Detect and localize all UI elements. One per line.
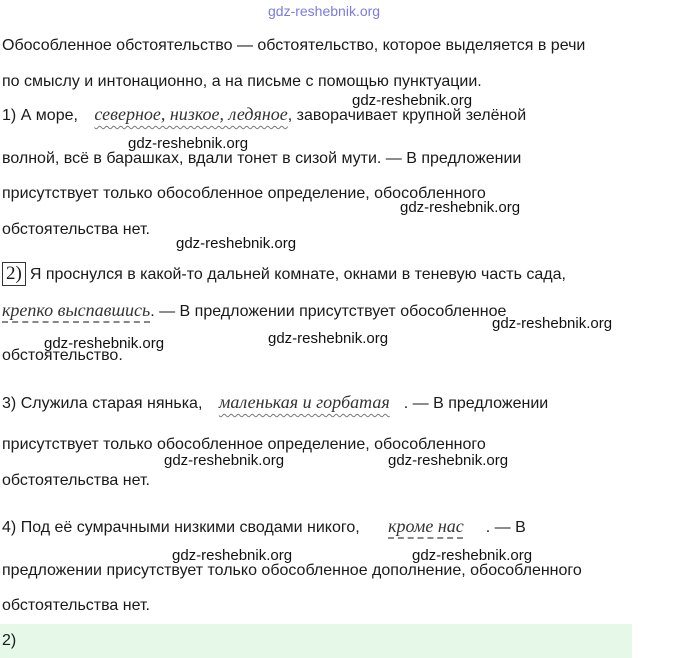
item4-line-1 — [2, 516, 526, 538]
item2-line-1 — [2, 262, 566, 286]
item2-boxed-number: 2) — [2, 262, 26, 286]
answer-bar-label: 2) — [2, 632, 17, 649]
item2-text: Я проснулся в какой-то дальней комнате, окнами в теневую часть сада, — [29, 266, 566, 283]
watermark: gdz-reshebnik.org — [268, 330, 389, 347]
watermark: gdz-reshebnik.org — [352, 92, 473, 109]
item3-line-1 — [2, 392, 548, 414]
item2-handwritten-phrase: крепко выспавшись — [2, 300, 151, 320]
watermark: gdz-reshebnik.org — [412, 547, 533, 564]
item2-text-after: . — В предложении присутствует обособленное — [150, 303, 507, 320]
watermark: gdz-reshebnik.org — [172, 547, 293, 564]
item1-line-2: волной, всё в барашках, вдали тонет в сизой мути. — В предложении — [2, 150, 522, 167]
item4-text-before: Под её сумрачными низкими сводами никого, — [20, 519, 360, 536]
watermark: gdz-reshebnik.org — [388, 452, 509, 469]
watermark: gdz-reshebnik.org — [44, 335, 165, 352]
item4-handwritten-phrase: кроме нас — [388, 516, 464, 536]
watermark: gdz-reshebnik.org — [164, 452, 285, 469]
item3-number: 3) — [2, 395, 17, 412]
item1-line-4: обстоятельства нет. — [2, 221, 150, 238]
item3-line-3: обстоятельства нет. — [2, 472, 150, 489]
item1-text-before: А море, — [20, 107, 78, 124]
item1-line-3: присутствует только обособленное определение, обособленного — [2, 185, 486, 202]
item1-number: 1) — [2, 107, 17, 124]
item4-number: 4) — [2, 519, 17, 536]
intro-line-2: по смыслу и интонационно, а на письме с помощью пунктуации. — [2, 73, 482, 90]
item2-line-3: обстоятельство. — [2, 347, 123, 364]
watermark: gdz-reshebnik.org — [128, 135, 249, 152]
item1-text-after: , заворачивает крупной зелёной — [287, 107, 527, 124]
item3-line-2: присутствует только обособленное определение, обособленного — [2, 436, 486, 453]
item3-handwritten-phrase: маленькая и горбатая — [218, 392, 390, 412]
watermark: gdz-reshebnik.org — [400, 199, 521, 216]
watermark: gdz-reshebnik.org — [176, 235, 297, 252]
answer-bar — [0, 624, 632, 658]
watermark: gdz-reshebnik.org — [492, 315, 613, 332]
item4-line-3: обстоятельства нет. — [2, 597, 150, 614]
item3-text-before: Служила старая нянька, — [20, 395, 203, 412]
watermark-top: gdz-reshebnik.org — [268, 3, 381, 19]
item3-text-after: . — В предложении — [403, 395, 549, 412]
intro-line-1: Обособленное обстоятельство — обстоятельство, которое выделяется в речи — [2, 37, 586, 54]
item4-text-after: . — В — [485, 519, 526, 536]
item2-line-2 — [2, 300, 506, 322]
item4-line-2: предложении присутствует только обособленное дополнение, обособленного — [2, 562, 582, 579]
item1-handwritten-phrase: северное, низкое, ледяное — [94, 104, 288, 124]
